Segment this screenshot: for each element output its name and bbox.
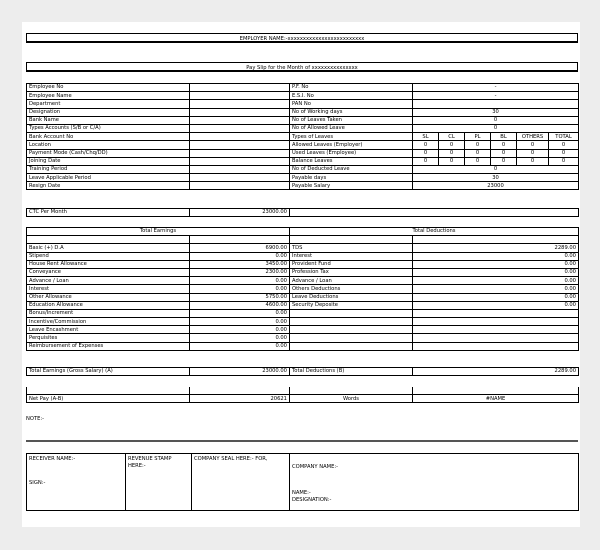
deduction-label: Provident Fund (290, 260, 413, 268)
net-pay-value: 20621 (190, 395, 290, 403)
employee-row (27, 92, 579, 100)
earning-label: House Rent Allowance (27, 260, 190, 268)
employee-field-label: Bank Name (27, 116, 190, 124)
deductions-title: Total Deductions (290, 228, 579, 236)
deduction-label (290, 342, 413, 350)
employee-field-label: Joining Date (27, 157, 190, 165)
leave-cell: SL (413, 133, 439, 141)
employee-right-value: 23000 (413, 182, 579, 190)
employee-right-label: Allowed Leaves (Employer) (290, 141, 413, 149)
earnings-deductions-row (27, 342, 579, 350)
payslip-month-bar (26, 62, 578, 72)
deduction-value: 0.00 (413, 285, 579, 293)
ctc-blank (290, 209, 579, 217)
deduction-label (290, 326, 413, 334)
deduction-value: 2289.00 (413, 244, 579, 252)
deduction-label (290, 318, 413, 326)
employee-field-label: Department (27, 100, 190, 108)
employee-right-label: Payable days (290, 174, 413, 182)
leave-cell: BL (491, 133, 517, 141)
earning-value: 2300.00 (190, 268, 290, 276)
leave-cell: 0 (549, 149, 579, 157)
employer-name: EMPLOYER NAME:-xxxxxxxxxxxxxxxxxxxxxxxxx (239, 36, 365, 42)
employee-field-label: Leave Applicable Period (27, 174, 190, 182)
divider-line (26, 440, 578, 442)
employee-field-value (190, 133, 290, 141)
total-earnings-label: Total Earnings (Gross Salary) (A) (27, 368, 190, 376)
receiver-cell (27, 454, 126, 511)
employee-right-value: 0 (413, 116, 579, 124)
employee-row (27, 124, 579, 132)
employee-row (27, 100, 579, 108)
net-pay-label: Net Pay (A-B) (27, 395, 190, 403)
earnings-deductions-row (27, 334, 579, 342)
payslip-month: Pay Slip for the Month of xxxxxxxxxxxxxxx (246, 65, 358, 71)
employee-right-value (413, 100, 579, 108)
deduction-value: 0.00 (413, 301, 579, 309)
ctc-label: CTC Per Month (27, 209, 190, 217)
deduction-value (413, 309, 579, 317)
earning-label: Leave Encashment (27, 326, 190, 334)
earning-value: 0.00 (190, 334, 290, 342)
employee-field-value (190, 124, 290, 132)
employee-right-label: No of Working days (290, 108, 413, 116)
employee-right-label: P.F. No (290, 84, 413, 92)
employee-field-label: Bank Account No (27, 133, 190, 141)
leave-cell: 0 (413, 157, 439, 165)
employee-right-label: Payable Salary (290, 182, 413, 190)
signature-table (26, 453, 579, 511)
earning-label: Other Allowance (27, 293, 190, 301)
employee-row (27, 108, 579, 116)
employee-field-value (190, 182, 290, 190)
earnings-deductions-row (27, 293, 579, 301)
deduction-label: Interest (290, 252, 413, 260)
employee-row (27, 182, 579, 190)
payslip-sheet (22, 22, 580, 527)
earning-label: Education Allowance (27, 301, 190, 309)
company-seal-cell (192, 454, 290, 511)
earning-value: 0.00 (190, 326, 290, 334)
employee-right-value: - (413, 84, 579, 92)
employee-right-value: - (413, 92, 579, 100)
leave-cell: 0 (491, 157, 517, 165)
receiver-name-label: RECEIVER NAME:- (29, 456, 76, 462)
ctc-table (26, 208, 579, 217)
employee-right-label: PAN No (290, 100, 413, 108)
leave-cell: 0 (491, 141, 517, 149)
employee-right-value: 0 (413, 124, 579, 132)
earnings-deductions-row (27, 277, 579, 285)
deduction-value: 0.00 (413, 252, 579, 260)
employee-right-value: 30 (413, 174, 579, 182)
employee-field-value (190, 92, 290, 100)
employee-row (27, 157, 579, 165)
leave-cell: 0 (465, 157, 491, 165)
leave-cell: 0 (517, 157, 549, 165)
employee-row (27, 84, 579, 92)
employee-field-label: Payment Mode (Cash/Chq/DD) (27, 149, 190, 157)
earnings-deductions-row (27, 309, 579, 317)
deduction-value: 0.00 (413, 268, 579, 276)
employee-row (27, 149, 579, 157)
leave-cell: PL (465, 133, 491, 141)
leave-cell: 0 (439, 141, 465, 149)
words-label: Words (290, 395, 413, 403)
leave-cell: 0 (549, 141, 579, 149)
earnings-deductions-row (27, 285, 579, 293)
company-name-label: COMPANY NAME:- (292, 464, 339, 470)
employee-field-label: Training Period (27, 165, 190, 173)
deduction-value: 0.00 (413, 277, 579, 285)
deduction-label: Leave Deductions (290, 293, 413, 301)
employee-row (27, 165, 579, 173)
employee-right-label: Balance Leaves (290, 157, 413, 165)
earning-value: 0.00 (190, 252, 290, 260)
deduction-label: TDS (290, 244, 413, 252)
earning-value: 0.00 (190, 342, 290, 350)
totals-table (26, 367, 579, 376)
employee-field-value (190, 141, 290, 149)
earning-value: 5750.00 (190, 293, 290, 301)
leave-cell: 0 (465, 141, 491, 149)
earnings-deductions-row (27, 301, 579, 309)
leave-cell: 0 (439, 149, 465, 157)
employee-row (27, 174, 579, 182)
leave-cell: 0 (465, 149, 491, 157)
employee-right-value: 0 (413, 165, 579, 173)
earning-label: Advance / Loan (27, 277, 190, 285)
deduction-value (413, 326, 579, 334)
deduction-label (290, 334, 413, 342)
earning-label: Conveyance (27, 268, 190, 276)
deduction-label: Advance / Loan (290, 277, 413, 285)
note-label: NOTE:- (26, 416, 45, 422)
employee-field-label: Location (27, 141, 190, 149)
words-value: #NAME (413, 395, 579, 403)
employee-field-value (190, 157, 290, 165)
earning-value: 0.00 (190, 309, 290, 317)
earning-label: Perquisites (27, 334, 190, 342)
leave-cell: 0 (491, 149, 517, 157)
employee-field-value (190, 116, 290, 124)
designation-label: DESIGNATION:- (292, 497, 332, 503)
employee-field-value (190, 108, 290, 116)
earning-value: 0.00 (190, 277, 290, 285)
employee-right-label: No of Allowed Leave (290, 124, 413, 132)
leave-cell: 0 (439, 157, 465, 165)
employee-field-value (190, 165, 290, 173)
total-deductions-label: Total Deductions (B) (290, 368, 413, 376)
earnings-deductions-table (26, 227, 579, 351)
earning-label: Interest (27, 285, 190, 293)
deduction-label: Profession Tax (290, 268, 413, 276)
deduction-value: 0.00 (413, 260, 579, 268)
deduction-label (290, 309, 413, 317)
leave-cell: 0 (413, 149, 439, 157)
employee-details-table (26, 83, 579, 190)
earning-label: Stipend (27, 252, 190, 260)
employee-right-value: 30 (413, 108, 579, 116)
employee-field-label: Resign Date (27, 182, 190, 190)
deduction-value (413, 318, 579, 326)
earnings-deductions-row (27, 318, 579, 326)
leave-cell: CL (439, 133, 465, 141)
earning-value: 4600.00 (190, 301, 290, 309)
company-cell (290, 454, 579, 511)
leave-cell: 0 (413, 141, 439, 149)
earning-label: Basic (+) D.A (27, 244, 190, 252)
deduction-label: Security Deposite (290, 301, 413, 309)
earnings-deductions-row (27, 260, 579, 268)
employee-field-label: Employee No (27, 84, 190, 92)
employee-field-label: Types Accounts (S/B or C/A) (27, 124, 190, 132)
earning-label: Incentive/Commission (27, 318, 190, 326)
employee-field-label: Designation (27, 108, 190, 116)
company-seal-label: COMPANY SEAL HERE:- FOR, (194, 456, 268, 462)
employee-field-value (190, 174, 290, 182)
deduction-label: Others Deductions (290, 285, 413, 293)
earning-label: Reimbursement of Expenses (27, 342, 190, 350)
ctc-value: 23000.00 (190, 209, 290, 217)
earnings-deductions-row (27, 252, 579, 260)
employee-field-value (190, 84, 290, 92)
leave-cell: 0 (549, 157, 579, 165)
leave-cell: 0 (517, 149, 549, 157)
leave-cell: 0 (517, 141, 549, 149)
employee-field-label: Employee Name (27, 92, 190, 100)
employee-right-label: Used Leaves (Employee) (290, 149, 413, 157)
sign-label: SIGN:- (29, 480, 46, 486)
leave-cell: OTHERS (517, 133, 549, 141)
employee-row (27, 116, 579, 124)
earnings-deductions-row (27, 268, 579, 276)
total-earnings-value: 23000.00 (190, 368, 290, 376)
employee-row (27, 141, 579, 149)
name-label: NAME:- (292, 490, 311, 496)
earnings-deductions-row (27, 326, 579, 334)
employee-right-label: No of Deducted Leave (290, 165, 413, 173)
earning-label: Bonus/Increment (27, 309, 190, 317)
total-deductions-value: 2289.00 (413, 368, 579, 376)
earning-value: 3450.00 (190, 260, 290, 268)
deduction-value (413, 342, 579, 350)
earnings-deductions-row (27, 244, 579, 252)
earning-value: 0.00 (190, 318, 290, 326)
employee-right-label: No of Leaves Taken (290, 116, 413, 124)
earning-value: 6900.00 (190, 244, 290, 252)
employer-name-bar (26, 33, 578, 43)
revenue-stamp-label: REVENUE STAMP HERE:- (128, 456, 172, 469)
leave-cell: TOTAL (549, 133, 579, 141)
earnings-title: Total Earnings (27, 228, 290, 236)
employee-row (27, 133, 579, 141)
employee-right-label: Types of Leaves (290, 133, 413, 141)
deduction-value: 0.00 (413, 293, 579, 301)
employee-field-value (190, 149, 290, 157)
revenue-stamp-cell (126, 454, 192, 511)
employee-field-value (190, 100, 290, 108)
net-pay-table (26, 387, 579, 403)
earning-value: 0.00 (190, 285, 290, 293)
employee-right-label: E.S.I. No (290, 92, 413, 100)
deduction-value (413, 334, 579, 342)
